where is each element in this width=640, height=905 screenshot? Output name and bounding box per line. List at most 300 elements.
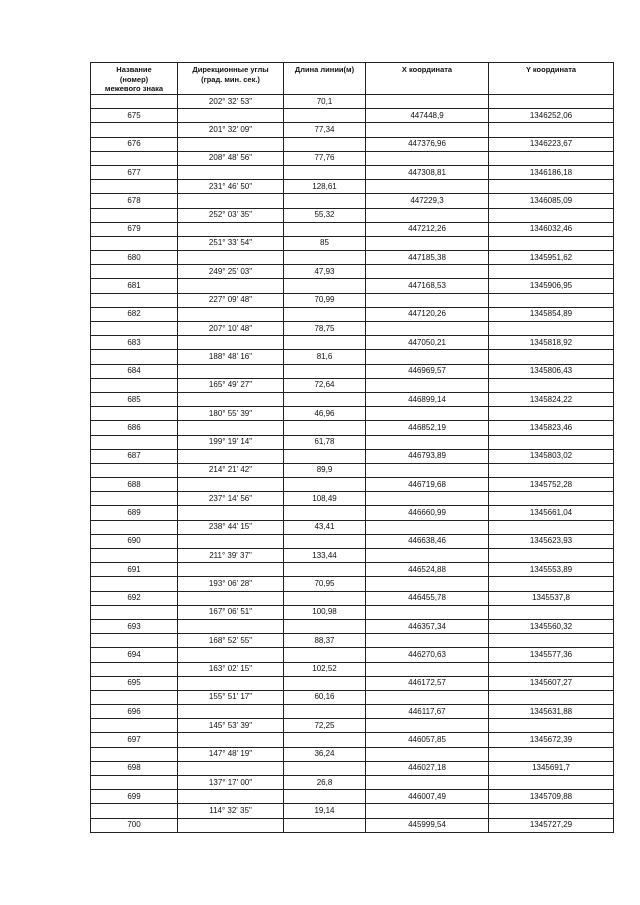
cell-angle (178, 165, 284, 179)
cell-angle: 168° 52' 55" (178, 634, 284, 648)
cell-x (366, 95, 489, 109)
cell-marker (91, 492, 178, 506)
cell-marker: 689 (91, 506, 178, 520)
marker-row (91, 336, 614, 350)
cell-length (284, 563, 366, 577)
cell-y (489, 577, 614, 591)
cell-y (489, 293, 614, 307)
segment-row (91, 435, 614, 449)
cell-length: 102,52 (284, 662, 366, 676)
cell-y: 1346032,46 (489, 222, 614, 236)
cell-length (284, 364, 366, 378)
cell-x: 447229,3 (366, 194, 489, 208)
cell-angle: 227° 09' 48" (178, 293, 284, 307)
cell-length (284, 307, 366, 321)
cell-marker (91, 662, 178, 676)
cell-angle (178, 534, 284, 548)
cell-angle: 188° 48' 16" (178, 350, 284, 364)
cell-x: 446270,63 (366, 648, 489, 662)
cell-angle: 207° 10' 48" (178, 322, 284, 336)
cell-marker: 676 (91, 137, 178, 151)
cell-marker (91, 180, 178, 194)
cell-y (489, 605, 614, 619)
cell-x (366, 151, 489, 165)
cell-x (366, 407, 489, 421)
cell-length (284, 279, 366, 293)
cell-x (366, 690, 489, 704)
header-y: Y координата (489, 63, 614, 95)
cell-y (489, 662, 614, 676)
cell-y: 1345537,8 (489, 591, 614, 605)
cell-length: 55,32 (284, 208, 366, 222)
segment-row (91, 605, 614, 619)
segment-row (91, 407, 614, 421)
header-x: X координата (366, 63, 489, 95)
cell-marker: 699 (91, 790, 178, 804)
cell-marker (91, 634, 178, 648)
cell-angle (178, 364, 284, 378)
marker-row (91, 705, 614, 719)
cell-length (284, 648, 366, 662)
cell-marker: 686 (91, 421, 178, 435)
cell-y: 1345560,32 (489, 619, 614, 633)
cell-length: 70,99 (284, 293, 366, 307)
cell-x (366, 180, 489, 194)
header-marker-line-2: (номер) (119, 74, 149, 84)
cell-y: 1345854,89 (489, 307, 614, 321)
cell-y: 1345661,04 (489, 506, 614, 520)
cell-marker: 681 (91, 279, 178, 293)
cell-marker (91, 236, 178, 250)
cell-marker (91, 151, 178, 165)
segment-row (91, 265, 614, 279)
cell-x (366, 549, 489, 563)
segment-row (91, 208, 614, 222)
header-marker-line-3: межевого знака (104, 84, 164, 93)
cell-angle (178, 818, 284, 832)
cell-y: 1345631,88 (489, 705, 614, 719)
marker-row (91, 478, 614, 492)
cell-y: 1345803,02 (489, 449, 614, 463)
segment-row (91, 747, 614, 761)
marker-row (91, 790, 614, 804)
cell-angle: 147° 48' 19" (178, 747, 284, 761)
cell-x (366, 350, 489, 364)
marker-row (91, 421, 614, 435)
cell-marker: 690 (91, 534, 178, 548)
cell-y (489, 804, 614, 818)
cell-marker (91, 123, 178, 137)
cell-marker: 685 (91, 392, 178, 406)
cell-x (366, 492, 489, 506)
cell-angle: 145° 53' 39" (178, 719, 284, 733)
cell-angle (178, 279, 284, 293)
cell-length (284, 336, 366, 350)
cell-marker: 694 (91, 648, 178, 662)
cell-x (366, 605, 489, 619)
marker-row (91, 534, 614, 548)
cell-length: 128,61 (284, 180, 366, 194)
cell-angle (178, 506, 284, 520)
cell-marker (91, 549, 178, 563)
cell-marker: 677 (91, 165, 178, 179)
cell-length (284, 421, 366, 435)
cell-y (489, 265, 614, 279)
cell-length: 36,24 (284, 747, 366, 761)
cell-marker (91, 378, 178, 392)
cell-x: 447050,21 (366, 336, 489, 350)
header-angle (178, 63, 284, 95)
cell-y (489, 123, 614, 137)
segment-row (91, 634, 614, 648)
cell-angle: 237° 14' 56" (178, 492, 284, 506)
cell-length (284, 534, 366, 548)
cell-y (489, 492, 614, 506)
cell-y (489, 634, 614, 648)
cell-marker: 679 (91, 222, 178, 236)
marker-row (91, 761, 614, 775)
cell-angle (178, 705, 284, 719)
cell-marker: 688 (91, 478, 178, 492)
cell-x (366, 293, 489, 307)
cell-x: 446007,49 (366, 790, 489, 804)
cell-marker (91, 407, 178, 421)
cell-x (366, 208, 489, 222)
cell-length: 26,8 (284, 776, 366, 790)
cell-y (489, 463, 614, 477)
cell-angle: 155° 51' 17" (178, 690, 284, 704)
cell-length (284, 165, 366, 179)
header-marker-line-1: Название (116, 65, 152, 74)
cell-length: 89,9 (284, 463, 366, 477)
cell-y (489, 407, 614, 421)
marker-row (91, 165, 614, 179)
cell-marker (91, 322, 178, 336)
cell-angle (178, 676, 284, 690)
cell-x (366, 747, 489, 761)
cell-angle (178, 251, 284, 265)
cell-y: 1345709,88 (489, 790, 614, 804)
cell-y: 1345823,46 (489, 421, 614, 435)
cell-x (366, 265, 489, 279)
cell-angle: 249° 25' 03" (178, 265, 284, 279)
cell-marker: 691 (91, 563, 178, 577)
cell-y (489, 690, 614, 704)
cell-length (284, 251, 366, 265)
cell-angle: 238° 44' 15" (178, 520, 284, 534)
cell-y (489, 350, 614, 364)
cell-length (284, 478, 366, 492)
cell-y (489, 435, 614, 449)
cell-angle: 214° 21' 42" (178, 463, 284, 477)
cell-length (284, 619, 366, 633)
segment-row (91, 378, 614, 392)
cell-x: 446117,67 (366, 705, 489, 719)
segment-row (91, 662, 614, 676)
cell-marker (91, 95, 178, 109)
cell-length: 88,37 (284, 634, 366, 648)
coordinates-table (90, 62, 614, 833)
cell-marker: 684 (91, 364, 178, 378)
cell-angle (178, 336, 284, 350)
cell-x (366, 804, 489, 818)
cell-y (489, 95, 614, 109)
cell-y: 1346085,09 (489, 194, 614, 208)
cell-x: 447308,81 (366, 165, 489, 179)
cell-marker: 697 (91, 733, 178, 747)
cell-y: 1345623,93 (489, 534, 614, 548)
cell-x: 446969,57 (366, 364, 489, 378)
segment-row (91, 322, 614, 336)
cell-angle (178, 421, 284, 435)
marker-row (91, 676, 614, 690)
marker-row (91, 307, 614, 321)
header-row (91, 63, 614, 95)
cell-x: 447168,53 (366, 279, 489, 293)
cell-length (284, 506, 366, 520)
cell-y (489, 208, 614, 222)
cell-angle (178, 761, 284, 775)
cell-angle: 137° 17' 00" (178, 776, 284, 790)
segment-row (91, 350, 614, 364)
cell-marker (91, 577, 178, 591)
table-header (91, 63, 614, 95)
segment-row (91, 293, 614, 307)
cell-angle: 251° 33' 54" (178, 236, 284, 250)
cell-angle (178, 194, 284, 208)
cell-angle: 193° 06' 28" (178, 577, 284, 591)
cell-angle (178, 109, 284, 123)
cell-marker: 678 (91, 194, 178, 208)
cell-marker (91, 719, 178, 733)
cell-marker (91, 690, 178, 704)
cell-marker: 687 (91, 449, 178, 463)
cell-length (284, 761, 366, 775)
cell-y (489, 236, 614, 250)
cell-y: 1345806,43 (489, 364, 614, 378)
cell-x: 446057,85 (366, 733, 489, 747)
cell-x: 446660,99 (366, 506, 489, 520)
cell-length (284, 733, 366, 747)
cell-y: 1345752,28 (489, 478, 614, 492)
cell-length: 19,14 (284, 804, 366, 818)
cell-angle (178, 591, 284, 605)
cell-length: 70,95 (284, 577, 366, 591)
cell-marker: 696 (91, 705, 178, 719)
cell-x: 447448,9 (366, 109, 489, 123)
cell-length (284, 137, 366, 151)
cell-x: 446852,19 (366, 421, 489, 435)
cell-marker: 698 (91, 761, 178, 775)
cell-marker: 682 (91, 307, 178, 321)
cell-angle (178, 733, 284, 747)
cell-y (489, 549, 614, 563)
segment-row (91, 123, 614, 137)
segment-row (91, 776, 614, 790)
cell-y (489, 322, 614, 336)
cell-angle: 163° 02' 15" (178, 662, 284, 676)
marker-row (91, 222, 614, 236)
cell-length (284, 109, 366, 123)
segment-row (91, 690, 614, 704)
cell-angle (178, 307, 284, 321)
cell-angle: 231° 46' 50" (178, 180, 284, 194)
table-body (91, 95, 614, 833)
cell-length: 133,44 (284, 549, 366, 563)
cell-angle: 252° 03' 35" (178, 208, 284, 222)
cell-x (366, 776, 489, 790)
cell-x: 446638,46 (366, 534, 489, 548)
cell-angle (178, 790, 284, 804)
cell-marker (91, 804, 178, 818)
cell-length (284, 392, 366, 406)
marker-row (91, 619, 614, 633)
cell-y: 1345577,36 (489, 648, 614, 662)
cell-marker: 683 (91, 336, 178, 350)
cell-x: 447212,26 (366, 222, 489, 236)
cell-y: 1345906,95 (489, 279, 614, 293)
cell-y (489, 378, 614, 392)
header-angle-line-2: (град. мин. сек.) (201, 74, 260, 84)
marker-row (91, 194, 614, 208)
cell-length: 47,93 (284, 265, 366, 279)
cell-length: 100,98 (284, 605, 366, 619)
cell-x (366, 123, 489, 137)
cell-angle: 202° 32' 53" (178, 95, 284, 109)
cell-y: 1345818,92 (489, 336, 614, 350)
cell-y (489, 747, 614, 761)
cell-x: 446172,57 (366, 676, 489, 690)
segment-row (91, 95, 614, 109)
cell-y: 1346252,06 (489, 109, 614, 123)
segment-row (91, 520, 614, 534)
cell-length: 72,25 (284, 719, 366, 733)
cell-length: 108,49 (284, 492, 366, 506)
cell-angle: 199° 19' 14" (178, 435, 284, 449)
segment-row (91, 236, 614, 250)
cell-length: 72,64 (284, 378, 366, 392)
segment-row (91, 463, 614, 477)
cell-x: 447376,96 (366, 137, 489, 151)
cell-x (366, 378, 489, 392)
cell-y: 1345607,27 (489, 676, 614, 690)
cell-x (366, 634, 489, 648)
cell-marker (91, 265, 178, 279)
cell-marker: 695 (91, 676, 178, 690)
cell-length: 70,1 (284, 95, 366, 109)
cell-x: 446899,14 (366, 392, 489, 406)
segment-row (91, 151, 614, 165)
cell-x (366, 322, 489, 336)
header-length: Длина линии(м) (284, 63, 366, 95)
cell-length (284, 790, 366, 804)
cell-marker (91, 747, 178, 761)
cell-x: 446027,18 (366, 761, 489, 775)
cell-length (284, 818, 366, 832)
cell-x (366, 520, 489, 534)
cell-x: 445999,54 (366, 818, 489, 832)
cell-angle (178, 563, 284, 577)
marker-row (91, 392, 614, 406)
cell-angle: 211° 39' 37" (178, 549, 284, 563)
cell-y: 1345727,29 (489, 818, 614, 832)
cell-marker: 693 (91, 619, 178, 633)
cell-marker (91, 208, 178, 222)
cell-marker: 675 (91, 109, 178, 123)
segment-row (91, 549, 614, 563)
cell-angle (178, 222, 284, 236)
cell-y: 1345691,7 (489, 761, 614, 775)
cell-angle (178, 619, 284, 633)
cell-length (284, 194, 366, 208)
marker-row (91, 279, 614, 293)
cell-length (284, 705, 366, 719)
cell-length (284, 676, 366, 690)
cell-marker (91, 463, 178, 477)
cell-marker (91, 350, 178, 364)
cell-x (366, 577, 489, 591)
segment-row (91, 180, 614, 194)
cell-length (284, 222, 366, 236)
cell-length: 43,41 (284, 520, 366, 534)
cell-angle (178, 478, 284, 492)
cell-y (489, 719, 614, 733)
cell-y (489, 776, 614, 790)
marker-row (91, 137, 614, 151)
cell-y: 1345951,62 (489, 251, 614, 265)
segment-row (91, 492, 614, 506)
cell-marker (91, 776, 178, 790)
cell-length: 60,16 (284, 690, 366, 704)
cell-x (366, 435, 489, 449)
cell-marker (91, 435, 178, 449)
cell-length: 46,96 (284, 407, 366, 421)
cell-x (366, 236, 489, 250)
cell-length (284, 591, 366, 605)
cell-x: 446524,88 (366, 563, 489, 577)
cell-marker: 692 (91, 591, 178, 605)
cell-angle (178, 449, 284, 463)
cell-angle: 167° 06' 51" (178, 605, 284, 619)
cell-x: 446357,34 (366, 619, 489, 633)
marker-row (91, 591, 614, 605)
marker-row (91, 648, 614, 662)
cell-x: 447185,38 (366, 251, 489, 265)
cell-marker (91, 520, 178, 534)
cell-y (489, 151, 614, 165)
cell-y: 1345553,89 (489, 563, 614, 577)
marker-row (91, 818, 614, 832)
cell-marker (91, 605, 178, 619)
marker-row (91, 109, 614, 123)
cell-marker: 680 (91, 251, 178, 265)
header-angle-line-1: Дирекционные углы (192, 65, 269, 74)
cell-angle: 201° 32' 09" (178, 123, 284, 137)
cell-x: 446719,68 (366, 478, 489, 492)
marker-row (91, 449, 614, 463)
cell-angle: 208° 48' 56" (178, 151, 284, 165)
marker-row (91, 251, 614, 265)
cell-length: 81,6 (284, 350, 366, 364)
cell-y (489, 180, 614, 194)
cell-y: 1345824,22 (489, 392, 614, 406)
cell-x: 446455,78 (366, 591, 489, 605)
cell-length: 78,75 (284, 322, 366, 336)
cell-angle (178, 137, 284, 151)
marker-row (91, 506, 614, 520)
marker-row (91, 733, 614, 747)
cell-y: 1346186,18 (489, 165, 614, 179)
